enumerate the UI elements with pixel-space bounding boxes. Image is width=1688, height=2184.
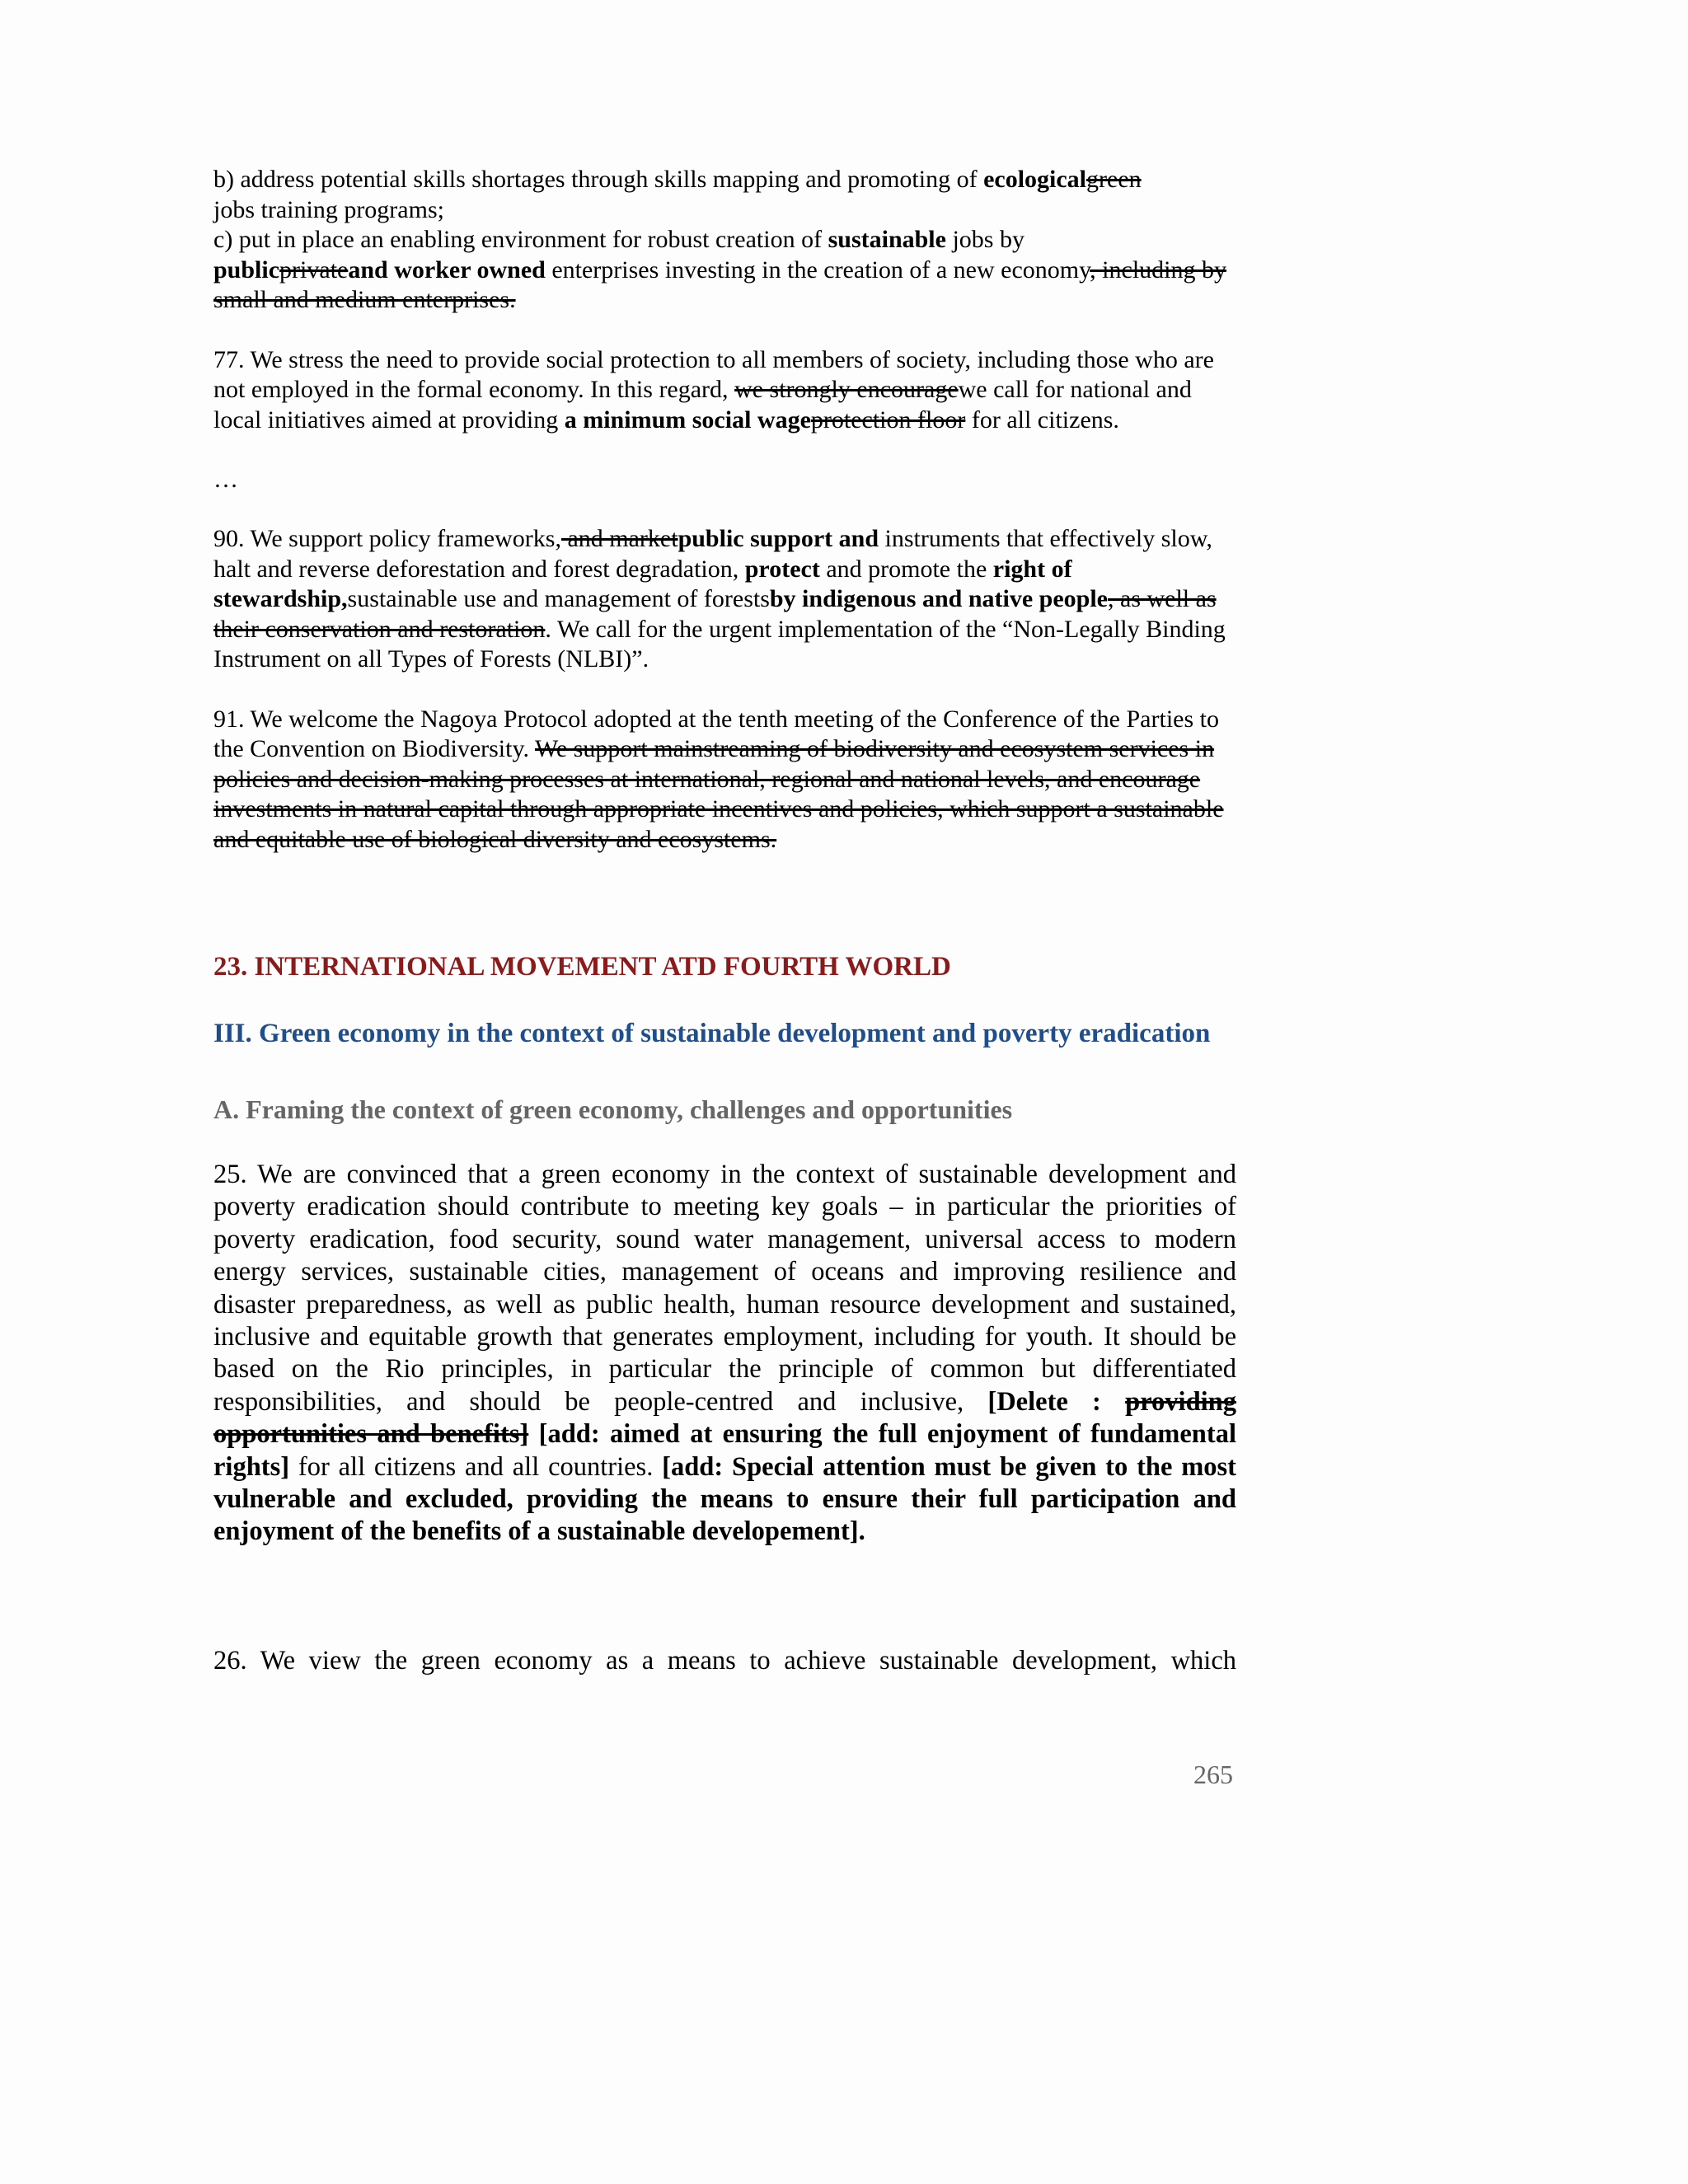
insertion-minimum-social-wage: a minimum social wage <box>564 405 811 434</box>
spacer <box>213 675 1236 705</box>
paragraph-91 <box>213 705 1236 855</box>
delete-marker: [Delete : <box>987 1386 1126 1417</box>
deletion-conservation: , as well as their conservation and restoration <box>213 585 1217 643</box>
item-c <box>213 225 1236 316</box>
para-25-text-2: for all citizens and all countries. <box>289 1451 663 1482</box>
para-91-text: 91. We welcome the Nagoya Protocol adopted at the tenth meeting of the Conference of the Parties to the Convention on Biodiversity. <box>213 705 1219 762</box>
para-90-text-2: instruments that effectively slow, halt and reverse deforestation and forest degradation, <box>213 525 1212 583</box>
deletion-strongly-encourage: we strongly encourage <box>734 376 959 403</box>
addition-special-attention: [add: Special attention must be given to the most vulnerable and excluded, providing the means to ensure their full participation and enjoyment of the benefits of a sustainable developement]. <box>213 1451 1237 1547</box>
deletion-private: private <box>279 255 349 284</box>
para-77-text-3: for all citizens. <box>965 405 1119 434</box>
heading-green-economy: III. Green economy in the context of sustainable development and poverty eradication <box>213 1019 1211 1048</box>
deletion-and-market: and market <box>560 525 678 552</box>
insertion-indigenous-people: by indigenous and native people <box>769 585 1108 612</box>
para-25-text: 25. We are convinced that a green economy in the context of sustainable development and poverty eradication should contribute to meeting key goals – in particular the priorities of poverty eradication, food security, sound water management, universal access to modern energy services, sustainable cities, management of oceans and improving resilience and disaster preparedness, as well as public health, human resource development and sustained, inclusive and equitable growth that generates employment, including for youth. It should be based on the Rio principles, in particular the principle of common but differentiated responsibilities, and should be people-centred and inclusive, <box>213 1160 1236 1417</box>
para-77-text: 77. We stress the need to provide social protection to all members of society, including those who are not employed in the formal economy. In this regard, <box>213 345 1214 403</box>
insertion-sustainable: sustainable <box>828 226 946 253</box>
insertion-ecological: ecological <box>983 166 1087 193</box>
paragraph-77 <box>213 345 1236 436</box>
addition-fundamental-rights: [add: aimed at ensuring the full enjoyment of fundamental rights] <box>213 1419 1236 1482</box>
item-c-text-2: enterprises investing in the creation of a new economy <box>545 255 1090 284</box>
spacer <box>213 494 1236 524</box>
paragraph-90 <box>213 524 1236 675</box>
deletion-opportunities-benefits: providing opportunities and benefits] <box>213 1386 1236 1450</box>
deletion-protection-floor: protection floor <box>810 405 966 434</box>
paragraph-25 <box>213 1159 1236 1549</box>
item-b-suffix: jobs training programs; <box>213 195 444 223</box>
para-90-text-3: and promote the <box>819 555 993 583</box>
para-90-text-4: sustainable use and management of forests <box>347 585 770 612</box>
subheading-framing-context: A. Framing the context of green economy, challenges and opportunities <box>213 1094 1013 1124</box>
spacer <box>213 316 1236 345</box>
insertion-public-support: public support and <box>678 525 879 552</box>
insertion-public: public <box>213 255 280 284</box>
para-90-text-5: . We call for the urgent implementation of the “Non-Legally Binding Instrument on all Types of Forests (NLBI)”. <box>213 615 1226 673</box>
ellipsis: … <box>213 466 238 493</box>
insertion-worker-owned: and worker owned <box>348 255 546 284</box>
page-number: 265 <box>1193 1760 1233 1789</box>
item-b-prefix: b) address potential skills shortages through skills mapping and promoting of <box>213 166 984 193</box>
deletion-small-medium: , including by small and medium enterprises. <box>213 255 1226 313</box>
deletion-green: green <box>1086 166 1142 193</box>
item-c-text: jobs by <box>945 226 1025 253</box>
paragraph-26: 26. We view the green economy as a means to achieve sustainable development, which <box>213 1646 1236 1675</box>
deletion-mainstreaming: We support mainstreaming of biodiversity and ecosystem services in policies and decision-making processes at international, regional and national levels, and encourage investments in natural capital through appropriate incentives and policies, which support a sustainable and equitable use of biological diversity and ecosystems. <box>213 735 1224 853</box>
insertion-right-of-stewardship: right of stewardship, <box>213 555 1072 612</box>
section-title: 23. INTERNATIONAL MOVEMENT ATD FOURTH WORLD <box>213 952 951 982</box>
para-90-text: 90. We support policy frameworks, <box>213 525 561 552</box>
insertion-protect: protect <box>744 555 820 583</box>
spacer <box>213 435 1236 465</box>
item-c-prefix: c) put in place an enabling environment for robust creation of <box>213 226 828 253</box>
page-content <box>213 165 1236 855</box>
para-77-text-2: we call for national and local initiatives aimed at providing <box>213 376 1192 434</box>
item-b <box>213 165 1236 225</box>
